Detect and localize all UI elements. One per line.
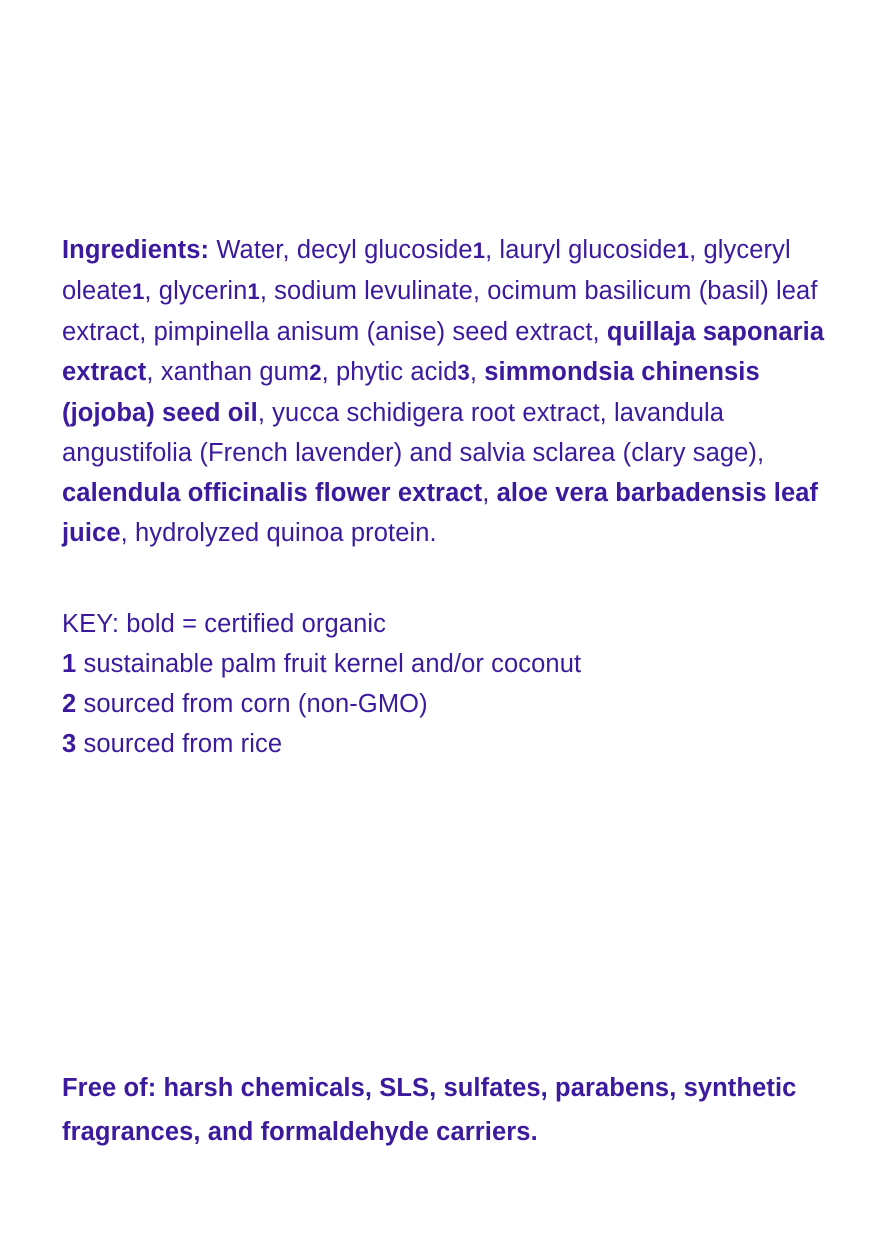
key-note-3	[62, 724, 852, 764]
ingredient-plain: ,	[482, 478, 497, 507]
ingredients-paragraph	[62, 230, 852, 553]
key-note-2-text: sourced from corn (non-GMO)	[76, 690, 428, 718]
ingredient-footnote-marker: 1	[472, 237, 486, 263]
ingredient-plain: , xanthan gum	[146, 357, 310, 386]
key-note-1-text: sustainable palm fruit kernel and/or coconut	[76, 650, 582, 678]
ingredients-text	[62, 236, 824, 547]
ingredient-footnote-marker: 3	[457, 359, 470, 385]
key-note-1-marker: 1	[62, 650, 77, 678]
key-note-2-marker: 2	[62, 690, 77, 718]
ingredient-footnote-marker: 2	[309, 359, 322, 385]
ingredient-plain: , lauryl glucoside	[485, 235, 677, 264]
key-block	[62, 604, 852, 764]
ingredient-organic: aloe vera barbadensis leaf juice	[62, 478, 819, 547]
key-note-1	[62, 644, 852, 684]
ingredient-organic: simmondsia chinensis (jojoba) seed oil	[62, 357, 760, 427]
key-title: KEY: bold = certified organic	[62, 610, 386, 638]
ingredient-plain: Water, decyl glucoside	[209, 235, 473, 264]
free-of-statement: Free of: harsh chemicals, SLS, sulfates, parabens, synthetic fragrances, and formaldehyde carriers.	[62, 1073, 797, 1146]
ingredient-plain: , glyceryl oleate	[62, 235, 791, 305]
ingredient-footnote-marker: 1	[247, 278, 260, 304]
ingredient-plain: , sodium levulinate, ocimum basilicum (basil) leaf extract, pimpinella anisum (anise) seed extract,	[62, 276, 818, 346]
ingredient-plain: , yucca schidigera root extract, lavandula angustifolia (French lavender) and salvia sclarea (clary sage),	[62, 398, 765, 467]
ingredient-plain: , phytic acid	[321, 357, 458, 386]
ingredient-plain: , glycerin	[144, 276, 248, 305]
ingredient-organic: calendula officinalis flower extract	[62, 478, 483, 507]
key-note-3-marker: 3	[62, 730, 77, 758]
ingredient-organic: quillaja saponaria extract	[62, 317, 825, 386]
ingredient-plain: ,	[469, 357, 485, 386]
ingredients-label: Ingredients:	[62, 235, 210, 264]
ingredient-footnote-marker: 1	[132, 278, 145, 304]
key-note-3-text: sourced from rice	[76, 730, 283, 758]
ingredient-footnote-marker: 1	[676, 237, 690, 263]
key-note-2	[62, 684, 852, 724]
ingredient-plain: , hydrolyzed quinoa protein.	[120, 518, 437, 547]
